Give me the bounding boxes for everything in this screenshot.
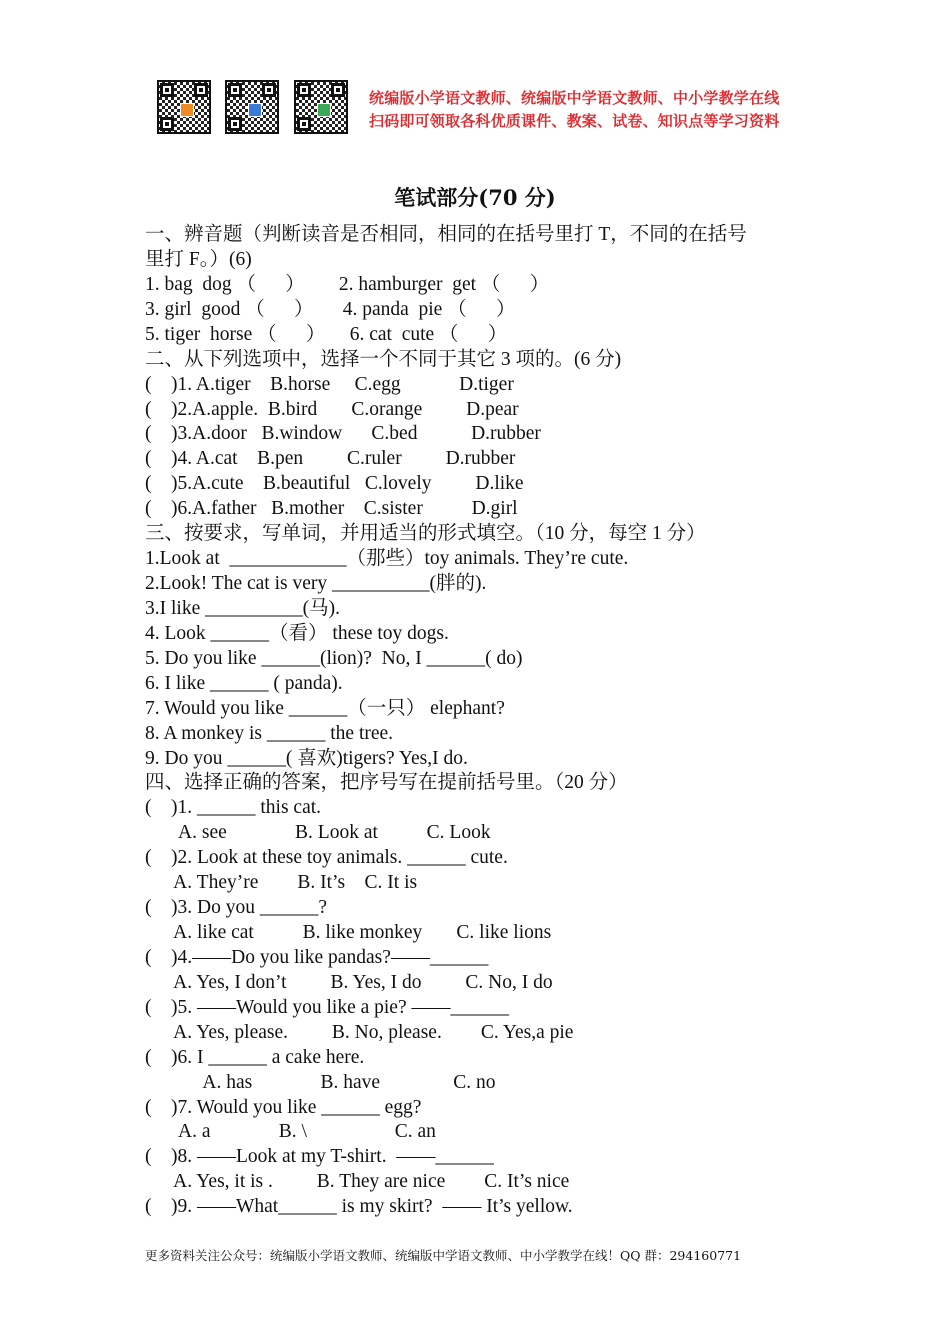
- worksheet-line: 6. I like ______ ( panda).: [145, 672, 343, 694]
- worksheet-line: 8. A monkey is ______ the tree.: [145, 722, 394, 744]
- worksheet-line: 9. Do you ______( 喜欢)tigers? Yes,I do.: [145, 747, 468, 769]
- banner-line-2: 扫码即可领取各科优质课件、教案、试卷、知识点等学习资料: [369, 112, 780, 130]
- worksheet-line: 里打 F。）(6): [145, 248, 252, 270]
- qr-finder: [228, 83, 242, 97]
- worksheet-line: 4. Look ______（看） these toy dogs.: [145, 622, 449, 644]
- worksheet-line: 三、按要求，写单词，并用适当的形式填空。（10 分，每空 1 分）: [145, 523, 706, 545]
- worksheet-line: 5. tiger horse （ ） 6. cat cute （ ）: [145, 323, 508, 345]
- qr-logo: [248, 103, 262, 117]
- qr-logo: [180, 103, 194, 117]
- qr-finder: [331, 83, 345, 97]
- page-title: 笔试部分(70 分): [394, 185, 556, 210]
- worksheet-line: A. Yes, it is . B. They are nice C. It’s nice: [145, 1171, 570, 1193]
- worksheet-line: 1.Look at ____________（那些）toy animals. They’re cute.: [145, 548, 629, 570]
- worksheet-line: 二、从下列选项中，选择一个不同于其它 3 项的。(6 分): [145, 348, 622, 370]
- worksheet-line: ( )2. Look at these toy animals. ______ cute.: [145, 847, 508, 869]
- worksheet-line: 5. Do you like ______(lion)? No, I ______( do): [145, 647, 523, 669]
- worksheet-line: ( )6. I ______ a cake here.: [145, 1046, 365, 1068]
- worksheet-line: A. They’re B. It’s C. It is: [145, 872, 418, 894]
- worksheet-line: ( )1. ______ this cat.: [145, 797, 322, 819]
- worksheet-line: A. Yes, I don’t B. Yes, I do C. No, I do: [145, 971, 553, 993]
- worksheet-line: ( )5.A.cute B.beautiful C.lovely D.like: [145, 473, 524, 495]
- footer-note: 更多资料关注公众号：统编版小学语文教师、统编版中学语文教师、中小学教学在线！QQ 群：294160771: [145, 1248, 742, 1263]
- worksheet-line: ( )3.A.door B.window C.bed D.rubber: [145, 423, 541, 445]
- qr-code-icon: [225, 80, 279, 134]
- worksheet-line: ( )8. ——Look at my T-shirt. ——______: [145, 1146, 494, 1168]
- qr-finder: [297, 117, 311, 131]
- qr-logo: [317, 103, 331, 117]
- worksheet-line: ( )3. Do you ______?: [145, 897, 327, 919]
- worksheet-line: 四、选择正确的答案，把序号写在提前括号里。（20 分）: [145, 772, 628, 794]
- worksheet-line: A. see B. Look at C. Look: [145, 822, 491, 844]
- qr-code-icon: [157, 80, 211, 134]
- worksheet-line: ( )4.——Do you like pandas?——______: [145, 946, 489, 968]
- worksheet-line: A. a B. \ C. an: [145, 1121, 436, 1143]
- qr-finder: [297, 83, 311, 97]
- worksheet-line: ( )7. Would you like ______ egg?: [145, 1096, 422, 1118]
- worksheet-line: ( )9. ——What______ is my skirt? —— It’s yellow.: [145, 1196, 573, 1218]
- qr-finder: [160, 117, 174, 131]
- banner-line-1: 统编版小学语文教师、统编版中学语文教师、中小学教学在线: [369, 89, 780, 107]
- qr-code-icon: [294, 80, 348, 134]
- worksheet-line: 一、辨音题（判断读音是否相同，相同的在括号里打 T，不同的在括号: [145, 224, 747, 245]
- worksheet-line: ( )4. A.cat B.pen C.ruler D.rubber: [145, 448, 516, 470]
- qr-finder: [228, 117, 242, 131]
- worksheet-line: A. Yes, please. B. No, please. C. Yes,a pie: [145, 1021, 574, 1043]
- qr-finder: [160, 83, 174, 97]
- qr-finder: [262, 83, 276, 97]
- qr-finder: [194, 83, 208, 97]
- worksheet-line: 2.Look! The cat is very __________(胖的).: [145, 573, 487, 595]
- worksheet-line: 3. girl good （ ） 4. panda pie （ ）: [145, 298, 516, 320]
- worksheet-line: ( )6.A.father B.mother C.sister D.girl: [145, 498, 518, 520]
- worksheet-line: A. has B. have C. no: [145, 1071, 496, 1093]
- worksheet-line: 3.I like __________(马).: [145, 597, 340, 619]
- worksheet-line: ( )5. ——Would you like a pie? ——______: [145, 996, 509, 1018]
- worksheet-line: A. like cat B. like monkey C. like lions: [145, 922, 552, 944]
- worksheet-line: 1. bag dog （ ） 2. hamburger get （ ）: [145, 273, 550, 295]
- worksheet-line: ( )2.A.apple. B.bird C.orange D.pear: [145, 398, 519, 420]
- worksheet-line: ( )1. A.tiger B.horse C.egg D.tiger: [145, 373, 514, 395]
- worksheet-line: 7. Would you like ______（一只） elephant?: [145, 697, 505, 719]
